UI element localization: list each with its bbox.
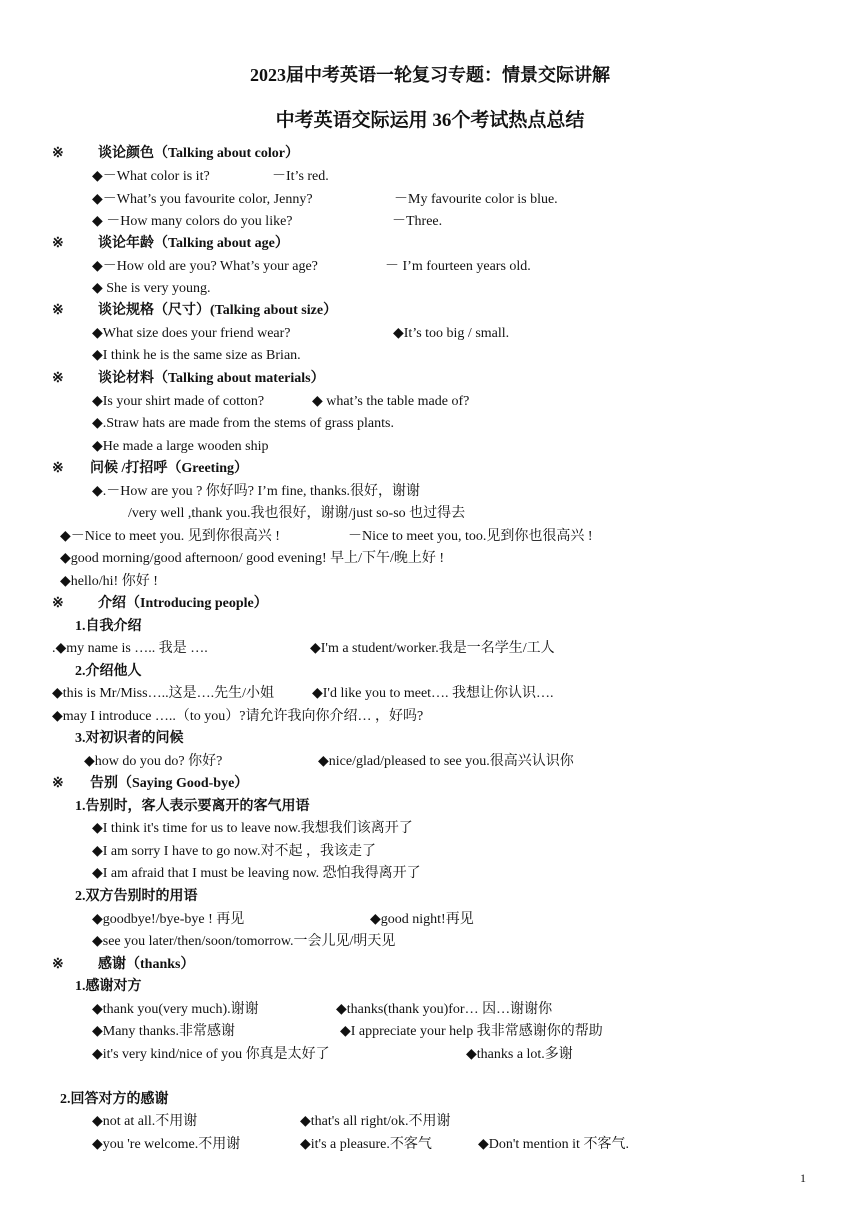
line-segment: 谈论规格（尺寸）(Talking about size） xyxy=(98,303,338,318)
line-segment: ◆how do you do? 你好? xyxy=(84,754,223,769)
line-segment: －It’s red. xyxy=(272,169,329,184)
line-segment: ◆I think he is the same size as Brian. xyxy=(92,348,301,363)
line-segment: ◆Don't mention it 不客气. xyxy=(478,1137,629,1152)
line-segment: ◆ what’s the table made of? xyxy=(312,394,470,409)
line-segment: ◆nice/glad/pleased to see you.很高兴认识你 xyxy=(318,754,574,769)
line-segment: ◆－How old are you? What’s your age? xyxy=(92,259,318,274)
line-segment: ◆this is Mr/Miss…..这是….先生/小姐 xyxy=(52,686,274,701)
line-segment: ◆－Nice to meet you. 见到你很高兴 ! xyxy=(60,529,280,544)
line-segment: ※ xyxy=(52,236,64,251)
line-segment: ◆thanks(thank you)for… 因…谢谢你 xyxy=(336,1002,553,1017)
line-segment: ◆It’s too big / small. xyxy=(393,326,510,341)
line-segment: ◆－What color is it? xyxy=(92,169,210,184)
line-segment: 2.双方告别时的用语 xyxy=(75,889,198,904)
line-segment: 问候 /打招呼（Greeting） xyxy=(90,461,249,476)
line-segment: ◆you 're welcome.不用谢 xyxy=(92,1137,241,1152)
line-segment: ◆He made a large wooden ship xyxy=(92,439,269,454)
line-segment: －Three. xyxy=(392,214,443,229)
line-segment: 2.回答对方的感谢 xyxy=(60,1092,169,1107)
line-segment: ◆it's very kind/nice of you 你真是太好了 xyxy=(92,1047,330,1062)
line-segment: 感谢（thanks） xyxy=(98,957,195,972)
line-segment: 2.介绍他人 xyxy=(75,664,142,679)
line-segment: ◆it's a pleasure.不客气 xyxy=(300,1137,432,1152)
line-segment: ※ xyxy=(52,371,64,386)
line-segment: ◆－What’s you favourite color, Jenny? xyxy=(92,192,313,207)
line-segment: －Nice to meet you, too.见到你也很高兴 ! xyxy=(348,529,593,544)
line-segment: ◆thanks a lot.多谢 xyxy=(466,1047,573,1062)
line-segment: ◆I am afraid that I must be leaving now. 恐怕我得离开了 xyxy=(92,866,421,881)
line-segment: ◆thank you(very much).谢谢 xyxy=(92,1002,259,1017)
document-title: 2023届中考英语一轮复习专题：情景交际讲解 xyxy=(250,65,610,85)
line-segment: ◆.Straw hats are made from the stems of grass plants. xyxy=(92,416,394,431)
line-segment: 告别（Saying Good-bye） xyxy=(90,776,249,791)
document-subtitle: 中考英语交际运用 36个考试热点总结 xyxy=(275,110,585,131)
line-segment: ◆good morning/good afternoon/ good evening! 早上/下午/晚上好 ! xyxy=(60,551,445,566)
line-segment: .◆my name is ….. 我是 …. xyxy=(52,641,208,656)
line-segment: ※ xyxy=(52,461,64,476)
line-segment: ※ xyxy=(52,957,64,972)
line-segment: ◆see you later/then/soon/tomorrow.一会儿见/明天见 xyxy=(92,934,396,949)
line-segment: ※ xyxy=(52,146,64,161)
line-segment: － I’m fourteen years old. xyxy=(385,259,531,274)
line-segment: 介绍（Introducing people） xyxy=(98,596,268,611)
line-segment: ◆ －How many colors do you like? xyxy=(92,214,293,229)
line-segment: 谈论材料（Talking about materials） xyxy=(98,371,325,386)
line-segment: ◆What size does your friend wear? xyxy=(92,326,291,341)
line-segment: ◆I appreciate your help 我非常感谢你的帮助 xyxy=(340,1024,603,1039)
line-segment: ◆may I introduce …..（to you）?请允许我向你介绍… ，好吗? xyxy=(52,709,424,724)
line-segment: ◆Is your shirt made of cotton? xyxy=(92,394,265,409)
line-segment: ◆I think it's time for us to leave now.我想我们该离开了 xyxy=(92,821,413,836)
line-segment: ◆I'd like you to meet…. 我想让你认识…. xyxy=(312,686,554,701)
line-segment: ◆.－How are you ? 你好吗? I’m fine, thanks.很好，谢谢 xyxy=(92,484,421,499)
line-segment: 1.感谢对方 xyxy=(75,979,142,994)
line-segment: ※ xyxy=(52,776,64,791)
line-segment: ※ xyxy=(52,303,64,318)
line-segment: ◆that's all right/ok.不用谢 xyxy=(300,1114,451,1129)
line-segment: ◆hello/hi! 你好 ! xyxy=(60,574,158,589)
page-number: 1 xyxy=(800,1171,806,1185)
line-segment: ※ xyxy=(52,596,64,611)
line-segment: ◆I am sorry I have to go now.对不起 ，我该走了 xyxy=(92,844,376,859)
line-segment: －My favourite color is blue. xyxy=(394,192,558,207)
line-segment: 谈论颜色（Talking about color） xyxy=(98,146,299,161)
line-segment: ◆not at all.不用谢 xyxy=(92,1114,198,1129)
line-segment: /very well ,thank you.我也很好，谢谢/just so-so 也过得去 xyxy=(128,506,466,521)
line-segment: 1.告别时，客人表示要离开的客气用语 xyxy=(75,799,310,814)
line-segment: ◆goodbye!/bye-bye ! 再见 xyxy=(92,912,245,927)
line-segment: 1.自我介绍 xyxy=(75,619,142,634)
line-segment: 谈论年龄（Talking about age） xyxy=(98,236,289,251)
line-segment: 3.对初识者的问候 xyxy=(75,731,184,746)
line-segment: ◆Many thanks.非常感谢 xyxy=(92,1024,235,1039)
line-segment: ◆good night!再见 xyxy=(370,912,474,927)
line-segment: ◆ She is very young. xyxy=(92,281,211,296)
line-segment: ◆I'm a student/worker.我是一名学生/工人 xyxy=(310,641,555,656)
